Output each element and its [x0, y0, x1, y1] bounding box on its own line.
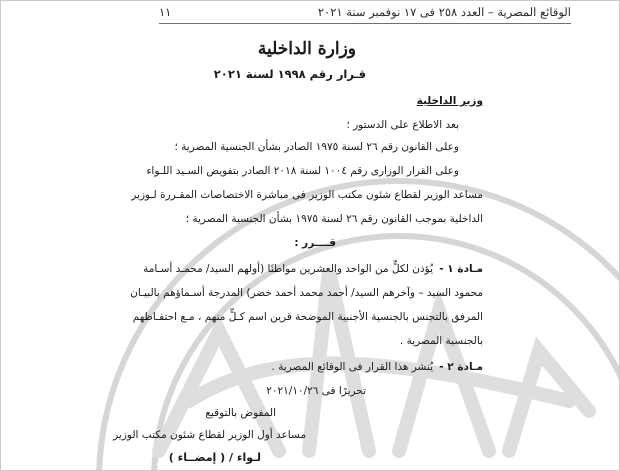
- signatory-position: مساعد أول الوزير لقطاع شئون مكتب الوزير: [113, 429, 306, 441]
- ministry-title: وزارة الداخلية: [257, 39, 356, 59]
- issuer-heading: وزير الداخلية: [416, 95, 483, 107]
- page-number: ١١: [159, 5, 172, 19]
- article-1-line: بالجنسية المصرية .: [399, 335, 483, 347]
- signatory-name: لـواء / ( إمضــاء ): [168, 451, 261, 464]
- article-1-line: محمود السيد – وآخرهم السيد/ أحمد محمد أحمد خضر) المدرجة أسـماؤهم بالبيـان: [130, 287, 483, 299]
- preamble-line: وعلى القانون رقم ٢٦ لسنة ١٩٧٥ الصادر بشأن الجنسية المصرية ؛: [174, 141, 459, 153]
- preamble-line: الداخلية بموجب القانون رقم ٢٦ لسنة ١٩٧٥ بشأن الجنسية المصرية ؛: [185, 213, 483, 225]
- date-line: تحريرًا فى ٢٠٢١/١٠/٢٦: [266, 385, 366, 397]
- article-1-label: مـادة ١ -: [439, 263, 483, 275]
- article-2-text: يُنشر هذا القرار فى الوقائع المصرية .: [271, 361, 433, 373]
- article-1-line: المرفق بالتجنس بالجنسية الأجنبية الموضحة قرين اسم كـلٍّ منهم ، مـع احتفـاظهم: [132, 311, 483, 323]
- preamble-line: بعد الاطلاع على الدستور ؛: [346, 119, 459, 131]
- decides-heading: قــــرر :: [294, 237, 336, 249]
- article-1-line: يُؤذن لكلٍّ من الواحد والعشرين مواطنًا (أولهم السيد/ محمـد أسـامة: [143, 263, 433, 275]
- gazette-issue-line: الوقائع المصرية – العدد ٢٥٨ فى ١٧ نوفمبر سنة ٢٠٢١: [317, 5, 571, 19]
- gazette-header: [159, 5, 571, 24]
- gazette-page: [9, 1, 611, 471]
- decree-number: قـرار رقم ١٩٩٨ لسنة ٢٠٢١: [213, 67, 366, 81]
- delegate-label: المفوض بالتوقيع: [205, 407, 276, 419]
- preamble-line: وعلى القرار الوزارى رقم ١٠٠٤ لسنة ٢٠١٨ الصادر بتفويض السـيد اللـواء: [146, 165, 459, 177]
- article-2-label: مـادة ٢ -: [439, 361, 483, 373]
- preamble-line: مساعد الوزير لقطاع شئون مكتب الوزير فى مباشرة الاختصاصات المقـررة لـوزير: [131, 189, 483, 201]
